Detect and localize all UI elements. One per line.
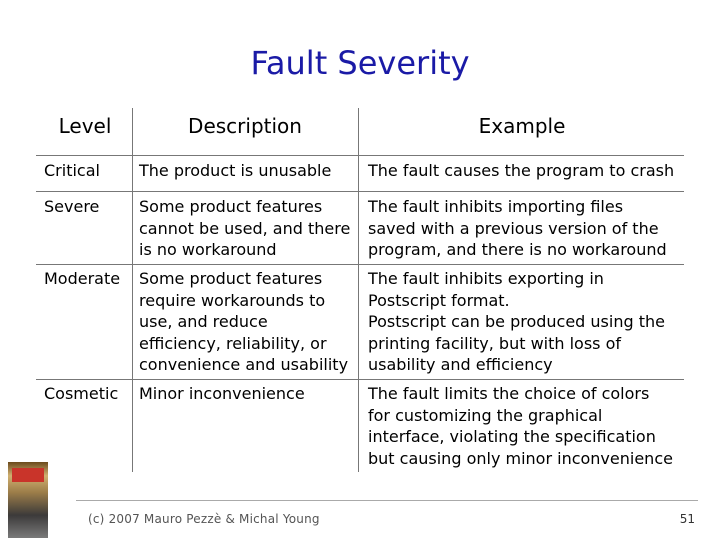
example-cell: The fault causes the program to crash	[368, 161, 675, 180]
level-cell: Critical	[44, 161, 100, 180]
description-cell: Minor inconvenience	[139, 384, 305, 403]
description-cell: Some product features require workarounds to use, and reduce efficiency, reliability, or convenience and usability	[139, 269, 349, 374]
example-cell: The fault inhibits exporting in Postscript format. Postscript can be produced using the printing facility, but with loss of usability and efficiency	[368, 269, 665, 374]
example-cell: The fault inhibits importing files saved with a previous version of the program, and there is no workaround	[368, 197, 667, 259]
row-divider	[36, 379, 684, 380]
header-level: Level	[58, 114, 112, 138]
column-divider	[132, 108, 133, 472]
header-description: Description	[188, 114, 302, 138]
footer-rule	[76, 500, 698, 501]
level-cell: Moderate	[44, 269, 121, 288]
description-cell: The product is unusable	[139, 161, 332, 180]
book-cover-image	[8, 462, 48, 538]
slide-title: Fault Severity	[250, 44, 470, 82]
description-cell: Some product features cannot be used, and there is no workaround	[139, 197, 351, 259]
header-example: Example	[478, 114, 566, 138]
row-divider	[36, 155, 684, 156]
level-cell: Severe	[44, 197, 100, 216]
row-divider	[36, 191, 684, 192]
page-number: 51	[679, 512, 695, 526]
level-cell: Cosmetic	[44, 384, 119, 403]
row-divider	[36, 264, 684, 265]
copyright-footer: (c) 2007 Mauro Pezzè & Michal Young	[88, 512, 320, 526]
column-divider	[358, 108, 359, 472]
book-cover-band	[12, 468, 44, 482]
example-cell: The fault limits the choice of colors for customizing the graphical interface, violating the specification but causing only minor inconvenience	[368, 384, 673, 468]
